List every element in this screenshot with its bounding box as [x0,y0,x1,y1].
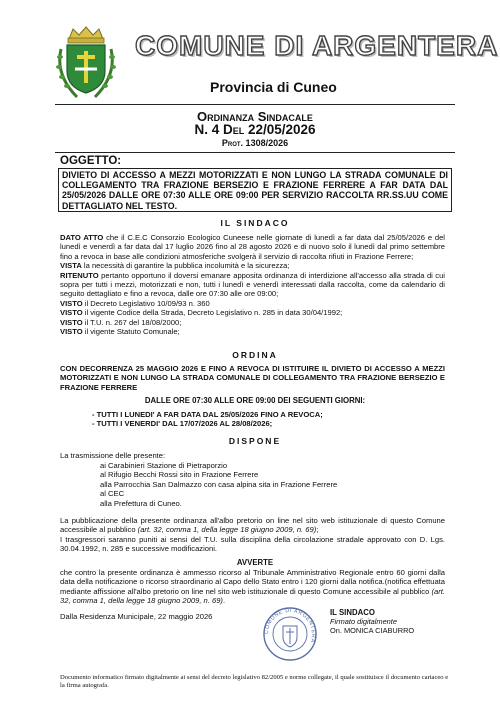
footer-note: Documento informatico firmato digitalmente ai sensi del decreto legislativo 82/2005 e norme collegate, il quale sostituisce il documento cartaceo e la firma autografa. [60,674,449,690]
ordinanza-number: N. 4 Del 22/05/2026 [194,122,316,137]
premise-dato-atto: DATO ATTO che il C.E.C Consorzio Ecologico Cuneese nelle giornate di lunedì a far data dal 25/05/2026 e del lunedì e venerdì a far data dal 17 luglio 2026 fino al 28 agosto 2026 e di nuovo solo il lunedì dal primo settembre fino a revoca in base alle condizioni atmosferiche svolgerà il servizio di raccolta rifiuti in Frazione Ferrere; [60,233,445,261]
svg-text:COMUNE DI ARGENTERA: COMUNE DI ARGENTERA [263,607,317,644]
coat-of-arms-icon [55,25,117,101]
ordina-text: CON DECORRENZA 25 MAGGIO 2026 E FINO A REVOCA DI ISTITUIRE IL DIVIETO DI ACCESSO A MEZZI MOTORIZZATI E NON LUNGO LA STRADA COMUNALE DI COLLEGAMENTO TRA FRAZIONE BERSEZIO E FRAZIONE FERRERE [60,364,445,392]
oggetto-text: DIVIETO DI ACCESSO A MEZZI MOTORIZZATI E NON LUNGO LA STRADA COMUNALE DI COLLEGAMENTO TRA FRAZIONE BERSEZIO E FRAZIONE FERRERE A FAR DATA DAL 25/05/2026 DALLE ORE 07:30 ALLE ORE 09:00 PER SERVIZIO RACCOLTA RR.SS.UU COME DETTAGLIATO NEL TESTO. [62,170,448,211]
protocol-number: Prot. 1308/2026 [221,138,289,148]
signature-block [330,608,414,636]
dispone-heading: DISPONE [228,436,282,446]
title-divider [55,152,455,153]
premise-vista: VISTA la necessità di garantire la pubblica incolumità e la sicurezza; [60,261,290,271]
oggetto-label: OGGETTO: [60,155,122,167]
premise-ritenuto: RITENUTO pertanto opportuno il doversi emanare apposita ordinanza di interdizione all'accesso alla strada di cui sopra per tutti i mezzi, motorizzati e non, tutti i lunedì e venerdì interessati dalla raccolta, come da calendario di seguito dettagliato e fino a revoca, dalle ore 07:30 alle ore 09:00; [60,270,445,299]
giorno-lunedi: - TUTTI I LUNEDI' A FAR DATA DAL 25/05/2026 FINO A REVOCA; [92,410,323,419]
destinatario-item: alla Parrocchia San Dalmazzo con casa alpina sita in Frazione Ferrere [100,479,338,489]
ordina-heading: ORDINA [232,350,278,360]
destinatario-item: ai Carabinieri Stazione di Pietraporzio [100,461,228,470]
comune-title: COMUNE DI ARGENTERA [135,30,499,61]
municipal-stamp-icon [262,606,318,662]
il-sindaco-heading: IL SINDACO [220,218,290,228]
orari-heading: DALLE ORE 07:30 ALLE ORE 09:00 DEI SEGUENTI GIORNI: [144,396,366,405]
signature-digital: Firmato digitalmente [330,617,397,627]
giorno-venerdi: - TUTTI I VENERDI' DAL 17/07/2026 AL 28/08/2026; [92,419,273,429]
giorni-list [92,410,323,429]
signature-role: IL SINDACO [330,608,375,617]
destinatario-item: al Rifugio Becchi Rossi sito in Frazione Ferrere [100,470,259,480]
provincia-label: Provincia di Cuneo [210,79,337,95]
premise-visto-codice: VISTO il vigente Codice della Strada, Decreto Legislativo n. 285 in data 30/04/1992; [60,308,343,318]
destinatari-list [100,461,337,508]
place-date: Dalla Residenza Municipale, 22 maggio 2026 [60,612,213,621]
pubblicazione-text: La pubblicazione della presente ordinanza all'albo pretorio on line nel sito web istituzionale di questo Comune accessibile al pubblico (art. 32, comma 1, della legge 18 giugno 2009, n. 69); [60,516,445,535]
destinatario-item: al CEC [100,489,125,499]
trasmissione-intro: La trasmissione delle presente: [60,451,166,460]
header-divider [55,104,455,105]
trasgressori-text: I trasgressori saranno puniti ai sensi del T.U. sulla disciplina della circolazione stradale approvato con D. Lgs. 30.04.1992, n. 285 e successive modificazioni. [60,535,445,554]
avverte-heading: AVVERTE [236,558,274,567]
signature-name: On. MONICA CIABURRO [330,626,415,636]
premises-block [60,233,445,336]
avverte-text: che contro la presente ordinanza è ammesso ricorso al Tribunale Amministrativo Regionale entro 60 giorni dalla data della notificazione o ricorso straordinario al Capo dello Stato entro i 120 giorni dalla notifica.(notifica effettuata mediante affissione all'albo pretorio on line nel sito web istituzionale di questo Comune accessibile al pubblico (art. 32, comma 1, della legge 18 giugno 2009, n. 69). [60,568,445,606]
ordinanza-title: Ordinanza Sindacale [197,109,313,124]
premise-visto-tu: VISTO il T.U. n. 267 del 18/08/2000; [60,317,182,327]
premise-visto-decreto: VISTO il Decreto Legislativo 10/09/93 n. 360 [60,298,210,308]
destinatario-item: alla Prefettura di Cuneo. [100,498,182,508]
premise-visto-statuto: VISTO il vigente Statuto Comunale; [60,327,180,337]
